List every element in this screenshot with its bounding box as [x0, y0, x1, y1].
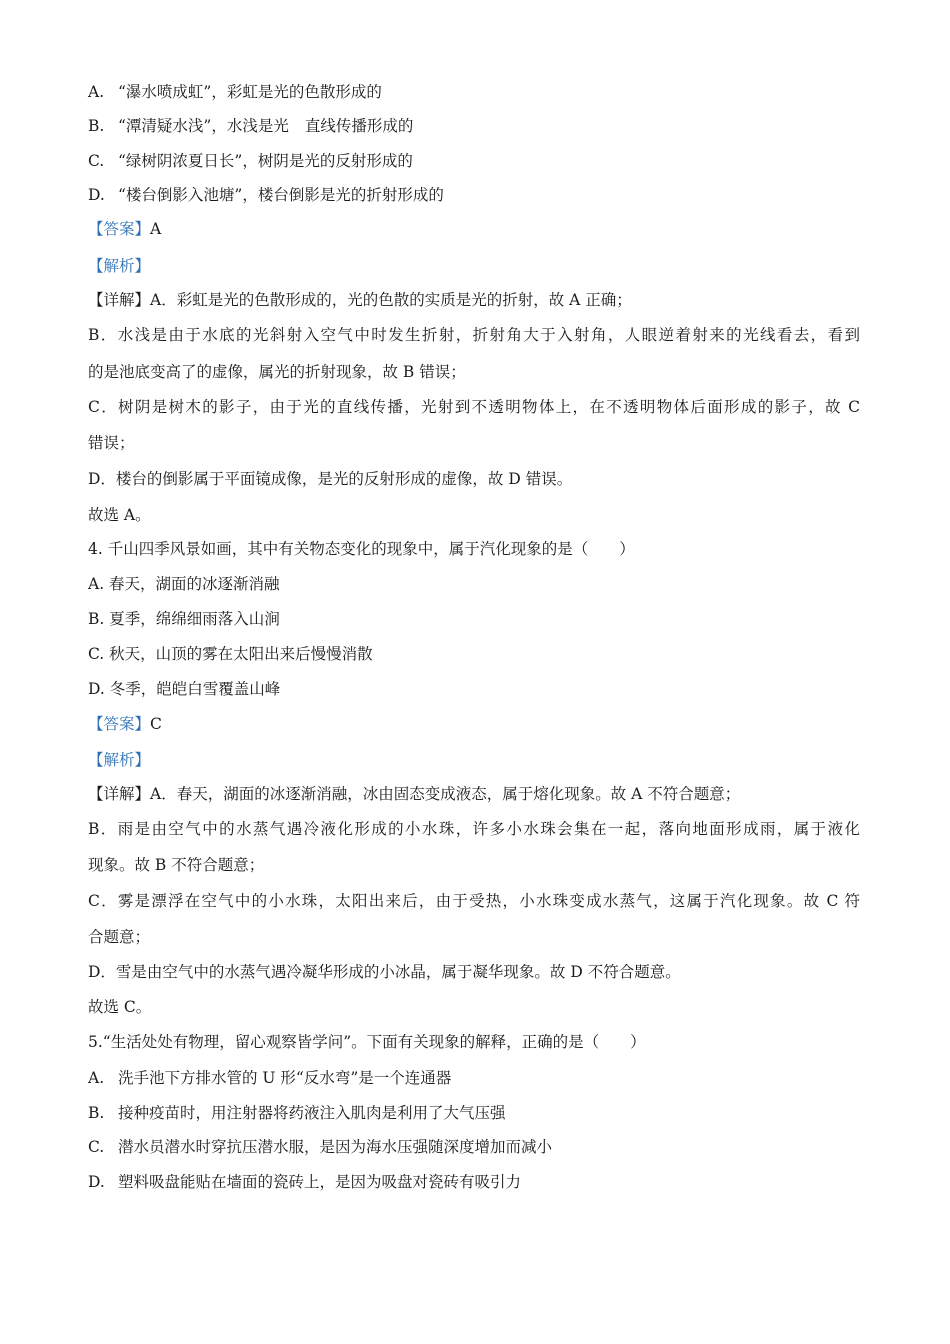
option-letter: B. [88, 1104, 105, 1122]
option-text: 接种疫苗时，用注射器将药液注入肌肉是利用了大气压强 [118, 1104, 506, 1122]
option-letter: D. [88, 1173, 105, 1191]
option-text: 塑料吸盘能贴在墙面的瓷砖上，是因为吸盘对瓷砖有吸引力 [118, 1173, 522, 1191]
option-letter: A. [88, 83, 105, 101]
q4-option-b: B. 夏季，绵绵细雨落入山涧 [88, 610, 280, 628]
q3-option-c [88, 151, 860, 171]
q3-detail-d: D．楼台的倒影属于平面镜成像，是光的反射形成的虚像，故 D 错误。 [88, 470, 573, 488]
answer-value: A [150, 220, 162, 238]
q4-option-a: A. 春天，湖面的冰逐渐消融 [88, 575, 280, 593]
q4-option-c: C. 秋天，山顶的雾在太阳出来后慢慢消散 [88, 645, 373, 663]
q4-detail-c-line1: C．雾是漂浮在空气中的小水珠，太阳出来后，由于受热，小水珠变成水蒸气，这属于汽化现象。故 C 符 [88, 892, 860, 910]
answer-tag: 【答案】 [88, 715, 151, 733]
q4-analysis-heading [88, 750, 860, 770]
q3-option-d [88, 185, 860, 205]
q5-option-a [88, 1068, 860, 1088]
q4-detail-b-line1: B．雨是由空气中的水蒸气遇冷液化形成的小水珠，许多小水珠会集在一起，落向地面形成雨，属于液化 [88, 820, 860, 838]
detail-tag: 【详解】 [88, 785, 151, 803]
q4-detail-c-line2: 合题意； [88, 928, 151, 946]
q3-option-a [88, 82, 860, 102]
q5-option-d [88, 1172, 860, 1192]
option-text-part1: “潭清疑水浅”，水浅是光 [118, 117, 289, 135]
q4-option-d: D. 冬季，皑皑白雪覆盖山峰 [88, 680, 281, 698]
q5-option-b [88, 1103, 860, 1123]
analysis-tag: 【解析】 [88, 257, 151, 275]
q5-option-c [88, 1137, 860, 1157]
option-letter: C. [88, 1138, 105, 1156]
q3-detail-b-line1: B．水浅是由于水底的光斜射入空气中时发生折射，折射角大于入射角，人眼逆着射来的光线看去，看到 [88, 326, 860, 344]
option-letter: A. [88, 1069, 105, 1087]
q4-detail-a [88, 784, 860, 804]
answer-value: C [150, 715, 162, 733]
q3-conclusion: 故选 A。 [88, 506, 151, 524]
q3-option-b [88, 116, 860, 136]
q3-detail-b-line2: 的是池底变高了的虚像，属光的折射现象，故 B 错误； [88, 363, 466, 381]
q3-detail-c-line2: 错误； [88, 434, 135, 452]
q4-detail-d: D．雪是由空气中的水蒸气遇冷凝华形成的小冰晶，属于凝华现象。故 D 不符合题意。 [88, 963, 681, 981]
option-text: “瀑水喷成虹”，彩虹是光的色散形成的 [118, 83, 382, 101]
option-text: “绿树阴浓夏日长”，树阴是光的反射形成的 [118, 152, 413, 170]
q4-detail-b-line2: 现象。故 B 不符合题意； [88, 856, 265, 874]
option-letter: C. [88, 152, 105, 170]
q4-answer [88, 714, 860, 734]
answer-tag: 【答案】 [88, 220, 151, 238]
q3-answer [88, 219, 860, 239]
q5-stem: 5.“生活处处有物理，留心观察皆学问”。下面有关现象的解释，正确的是（ ） [88, 1033, 646, 1051]
detail-text: A．彩虹是光的色散形成的，光的色散的实质是光的折射，故 A 正确； [150, 291, 632, 309]
analysis-tag: 【解析】 [88, 751, 151, 769]
option-text-part2: 直线传播形成的 [304, 117, 414, 135]
detail-tag: 【详解】 [88, 291, 151, 309]
q4-conclusion: 故选 C。 [88, 998, 152, 1016]
option-text: 潜水员潜水时穿抗压潜水服，是因为海水压强随深度增加而减小 [118, 1138, 553, 1156]
q3-detail-a [88, 290, 860, 310]
detail-text: A．春天，湖面的冰逐渐消融，冰由固态变成液态，属于熔化现象。故 A 不符合题意； [150, 785, 741, 803]
q3-analysis-heading [88, 256, 860, 276]
option-text: “楼台倒影入池塘”，楼台倒影是光的折射形成的 [118, 186, 444, 204]
option-letter: B. [88, 117, 105, 135]
q3-detail-c-line1: C．树阴是树木的影子，由于光的直线传播，光射到不透明物体上，在不透明物体后面形成的影子，故 C [88, 398, 860, 416]
option-letter: D. [88, 186, 105, 204]
option-text: 洗手池下方排水管的 U 形“反水弯”是一个连通器 [118, 1069, 452, 1087]
q4-stem: 4. 千山四季风景如画，其中有关物态变化的现象中，属于汽化现象的是（ ） [88, 540, 635, 558]
